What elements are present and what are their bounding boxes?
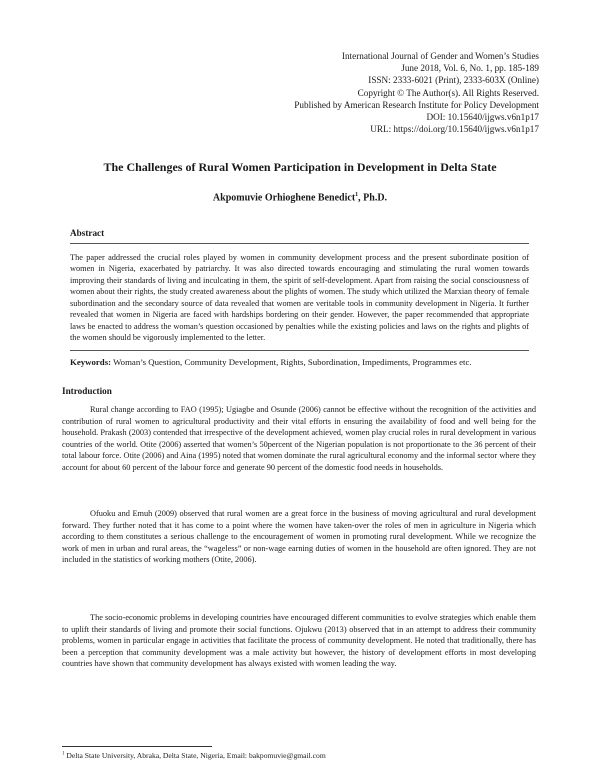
paragraph: Ofuoku and Emuh (2009) observed that rural women are a great force in the business of moving agricultural and rural development forward. They further noted that it has come to a point where the women have taken-over the roles of men in agriculture in Nigeria which according to them constitutes a serious challenge to the encouragement of women in promoting rural development. While we recognize the work of men in urban and rural areas, the “wageless” or non-wage earning duties of women in the household are often ignored. They are not included in the statistics of working mothers (Otite, 2006). (62, 509, 536, 565)
introduction-heading: Introduction (62, 386, 112, 396)
abstract-heading: Abstract (70, 228, 105, 238)
issue-info: June 2018, Vol. 6, No. 1, pp. 185-189 (401, 63, 539, 74)
keywords (70, 356, 529, 369)
abstract-top-rule (70, 243, 529, 244)
issn: ISSN: 2333-6021 (Print), 2333-603X (Online) (368, 75, 539, 86)
paper-title: The Challenges of Rural Women Participation in Development in Delta State (103, 160, 497, 174)
keywords-label: Keywords: (70, 357, 112, 367)
author-line (60, 192, 540, 203)
publisher: Published by American Research Institute for Policy Development (294, 99, 539, 110)
footnote-text: Delta State University, Abraka, Delta State, Nigeria, Email: bakpomuvie@gmail.com (64, 751, 326, 760)
copyright: Copyright © The Author(s). All Rights Reserved. (357, 87, 539, 98)
footnote-mark: 1 (62, 751, 65, 757)
doi: DOI: 10.15640/ijgws.v6n1p17 (426, 112, 539, 123)
author-name: Akpomuvie Orhioghene Benedict (212, 192, 356, 204)
url[interactable]: URL: https://doi.org/10.15640/ijgws.v6n1p17 (370, 124, 539, 135)
journal-name: International Journal of Gender and Women’s Studies (341, 51, 539, 61)
footnote-rule (62, 746, 212, 747)
abstract-bottom-rule (70, 350, 529, 351)
paragraph: Rural change according to FAO (1995); Ugiagbe and Osunde (2006) cannot be effective without the recognition of the activities and contribution of rural women to agricultural productivity and their vital efforts in ensuring the availability of food and well being for the household. Prakash (2003) contended that irrespective of the development achieved, women play crucial roles in rural development in various countries of the world. Otite (2006) asserted that women’s 50percent of the Nigerian population is not proportionate to the 36 percent of their total labour force. Otite (2006) and Aina (1995) noted that women dominate the rural agricultural economy and the informal sector where they account for about 60 percent of the labour force and generate 90 percent of the domestic food needs in households. (62, 405, 536, 472)
keywords-list: Woman’s Question, Community Development, Rights, Subordination, Impediments, Programmes etc. (111, 357, 472, 367)
journal-header (139, 50, 539, 135)
author-footnote-mark: 1 (355, 192, 359, 198)
abstract-text: The paper addressed the crucial roles played by women in community development process and the present subordinate position of women in Nigeria, exacerbated by patriarchy. It was also directed towards encouraging and stimulating the rural women towards improving their standards of living and inculcating in them, the spirit of self-development. Apart from raising the social consciousness of women about their rights, the study created awareness about the plights of women. The study which utilized the Marxian theory of female subordination and the secondary source of data revealed that women are veritable tools in community development in Nigeria. It further revealed that women in Nigeria are faced with hardships bordering on their gender. However, the paper recommended that appropriate laws be enacted to address the woman’s question occasioned by penalties while the existing policies and laws on the rights and plights of the women should be vigorously implemented to the letter. (70, 253, 529, 343)
author-degree: , Ph.D. (358, 192, 388, 204)
paragraph: The socio-economic problems in developing countries have encouraged different communities to evolve strategies which enable them to uplift their standards of living and promote their social functions. Ojukwu (2013) observed that in an attempt to address their community problems, women in particular engage in activities that facilitate the process of community development. He noted that traditionally, there has been a perception that community development was a male activity but however, the history of development efforts in most developing countries have shown that community development has always existed with women leading the way. (62, 613, 536, 669)
footnote (62, 751, 326, 760)
